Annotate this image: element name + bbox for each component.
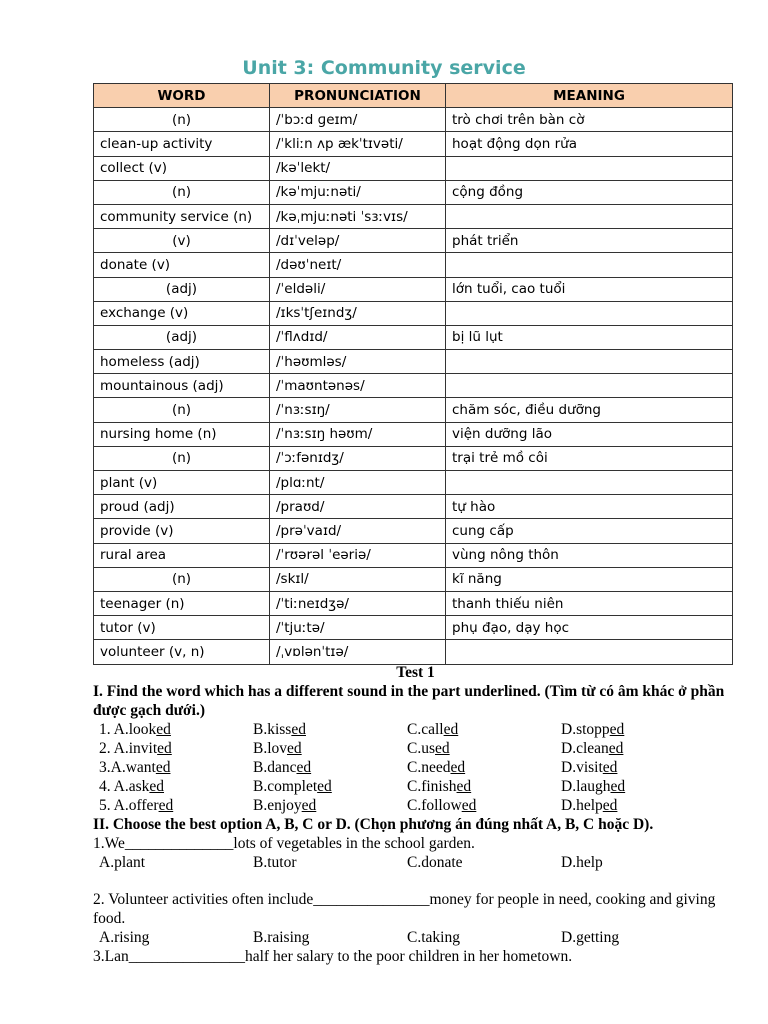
option [99, 720, 253, 739]
word-cell: community service (n) [94, 204, 270, 228]
option [561, 720, 721, 739]
section-2-instruction: II. Choose the best option A, B, C or D. (Chọn phương án đúng nhất A, B, C hoặc D). [93, 816, 654, 833]
underlined-part: ed [450, 759, 466, 776]
option-text: C.follow [407, 797, 462, 814]
table-row [94, 350, 733, 374]
option-text: B.complet [253, 778, 318, 795]
question-row [93, 739, 738, 758]
option [407, 739, 561, 758]
option [253, 720, 407, 739]
option-text: C.finish [407, 778, 457, 795]
word-cell: (n) [94, 567, 270, 591]
pronunciation-cell: /ɪksˈtʃeɪndʒ/ [270, 301, 446, 325]
option-text: 4. A.ask [99, 778, 150, 795]
table-row [94, 519, 733, 543]
meaning-cell: viện dưỡng lão [446, 422, 733, 446]
table-row [94, 471, 733, 495]
table-row [94, 253, 733, 277]
word-cell: teenager (n) [94, 591, 270, 615]
option [561, 739, 721, 758]
meaning-cell: hoạt động dọn rửa [446, 132, 733, 156]
option [253, 796, 407, 815]
section-1-instruction: I. Find the word which has a different sound in the part underlined. (Tìm từ có âm khác ở phần được gạch dưới.) [93, 683, 725, 719]
pronunciation-cell: /ˈmaʊntənəs/ [270, 374, 446, 398]
pronunciation-cell: /ˈtiːneɪdʒə/ [270, 591, 446, 615]
meaning-cell: cộng đồng [446, 180, 733, 204]
underlined-part: ed [149, 778, 165, 795]
option-text: D.clean [561, 740, 609, 757]
word-cell: (n) [94, 180, 270, 204]
table-header-row [94, 84, 733, 108]
question-row [93, 758, 738, 777]
pronunciation-cell: /ˈrʊərəl ˈeəriə/ [270, 543, 446, 567]
pronunciation-cell: /ˈkliːn ʌp ækˈtɪvəti/ [270, 132, 446, 156]
pronunciation-cell: /praʊd/ [270, 495, 446, 519]
word-cell: proud (adj) [94, 495, 270, 519]
option [407, 796, 561, 815]
meaning-cell: lớn tuổi, cao tuổi [446, 277, 733, 301]
pronunciation-cell: /ˌvɒlənˈtɪə/ [270, 640, 446, 664]
word-cell: clean-up activity [94, 132, 270, 156]
pronunciation-cell: /prəˈvaɪd/ [270, 519, 446, 543]
word-cell: provide (v) [94, 519, 270, 543]
table-row [94, 640, 733, 664]
word-cell: nursing home (n) [94, 422, 270, 446]
word-cell: volunteer (v, n) [94, 640, 270, 664]
option [407, 758, 561, 777]
option-text: B.kiss [253, 721, 292, 738]
table-row [94, 229, 733, 253]
word-cell: (n) [94, 398, 270, 422]
underlined-part: ed [317, 778, 332, 795]
meaning-cell: vùng nông thôn [446, 543, 733, 567]
underlined-part: ed [602, 797, 618, 814]
pronunciation-cell: /ˈhəʊmləs/ [270, 350, 446, 374]
underlined-part: ed [296, 759, 312, 776]
question-row [93, 720, 738, 739]
meaning-cell: phụ đạo, dạy học [446, 616, 733, 640]
pronunciation-cell: /kəˈlekt/ [270, 156, 446, 180]
option [253, 758, 407, 777]
underlined-part: ed [155, 759, 171, 776]
option: D.help [561, 854, 603, 871]
option [99, 777, 253, 796]
meaning-cell [446, 471, 733, 495]
option-text: B.danc [253, 759, 297, 776]
table-row [94, 591, 733, 615]
option [99, 758, 253, 777]
underlined-part: ed [301, 797, 317, 814]
meaning-cell: trại trẻ mồ côi [446, 446, 733, 470]
option-text: B.lov [253, 740, 288, 757]
option-text: C.us [407, 740, 435, 757]
underlined-part: ed [602, 759, 618, 776]
underlined-part: ed [456, 778, 472, 795]
pronunciation-cell: /ˈbɔːd ɡeɪm/ [270, 108, 446, 132]
underlined-part: ed [157, 740, 172, 757]
underlined-part: ed [291, 721, 306, 738]
option [99, 739, 253, 758]
option [407, 777, 561, 796]
meaning-cell: tự hào [446, 495, 733, 519]
option [561, 758, 721, 777]
option: A.plant [99, 854, 146, 871]
table-row [94, 398, 733, 422]
option: B.tutor [253, 854, 297, 871]
option [407, 720, 561, 739]
word-cell: tutor (v) [94, 616, 270, 640]
meaning-cell [446, 204, 733, 228]
option-text: B.enjoy [253, 797, 302, 814]
word-cell: (n) [94, 446, 270, 470]
table-row [94, 325, 733, 349]
vocabulary-table [93, 83, 733, 665]
question-1: 1.We______________lots of vegetables in the school garden. [93, 835, 475, 852]
option: B.raising [253, 929, 310, 946]
question-row [93, 777, 738, 796]
option [253, 739, 407, 758]
header-meaning: MEANING [446, 84, 733, 108]
option-text: D.help [561, 797, 603, 814]
option-text: D.visit [561, 759, 603, 776]
word-cell: collect (v) [94, 156, 270, 180]
header-pronunciation: PRONUNCIATION [270, 84, 446, 108]
underlined-part: ed [158, 797, 174, 814]
table-row [94, 495, 733, 519]
table-row [94, 132, 733, 156]
page-title: Unit 3: Community service [242, 57, 526, 79]
pronunciation-cell: /ˈtjuːtə/ [270, 616, 446, 640]
question-2: 2. Volunteer activities often include_______________money for people in need, cooking and giving food. [93, 891, 716, 927]
table-row [94, 446, 733, 470]
option-text: 1. A.look [99, 721, 157, 738]
word-cell: rural area [94, 543, 270, 567]
word-cell: plant (v) [94, 471, 270, 495]
option-text: 2. A.invit [99, 740, 158, 757]
test-title: Test 1 [396, 664, 435, 681]
option [561, 777, 721, 796]
pronunciation-cell: /dɪˈveləp/ [270, 229, 446, 253]
meaning-cell: chăm sóc, điều dưỡng [446, 398, 733, 422]
table-row [94, 301, 733, 325]
pronunciation-cell: /dəʊˈneɪt/ [270, 253, 446, 277]
underlined-part: ed [610, 778, 626, 795]
meaning-cell [446, 350, 733, 374]
question-row [93, 796, 738, 815]
pronunciation-cell: /plɑːnt/ [270, 471, 446, 495]
underlined-part: ed [287, 740, 302, 757]
table-row [94, 277, 733, 301]
header-word: WORD [94, 84, 270, 108]
underlined-part: ed [608, 740, 624, 757]
pronunciation-cell: /kəˌmjuːnəti ˈsɜːvɪs/ [270, 204, 446, 228]
table-row [94, 156, 733, 180]
option-text: 3.A.want [99, 759, 156, 776]
underlined-part: ed [443, 721, 459, 738]
table-row [94, 204, 733, 228]
table-row [94, 374, 733, 398]
pronunciation-cell: /ˈflʌdɪd/ [270, 325, 446, 349]
pronunciation-cell: /ˈnɜːsɪŋ/ [270, 398, 446, 422]
meaning-cell: trò chơi trên bàn cờ [446, 108, 733, 132]
option-text: C.need [407, 759, 451, 776]
underlined-part: ed [435, 740, 450, 757]
option: C.taking [407, 929, 460, 946]
word-cell: (v) [94, 229, 270, 253]
meaning-cell [446, 301, 733, 325]
underlined-part: ed [156, 721, 171, 738]
question-1-options [93, 853, 738, 872]
option-text: D.stopp [561, 721, 610, 738]
option [253, 777, 407, 796]
option-text: 5. A.offer [99, 797, 159, 814]
meaning-cell [446, 374, 733, 398]
meaning-cell [446, 640, 733, 664]
meaning-cell: phát triển [446, 229, 733, 253]
meaning-cell: kĩ năng [446, 567, 733, 591]
table-row [94, 180, 733, 204]
question-2-options [93, 928, 738, 947]
table-row [94, 422, 733, 446]
option: A.rising [99, 929, 150, 946]
meaning-cell [446, 253, 733, 277]
option [561, 796, 721, 815]
table-row [94, 108, 733, 132]
question-3: 3.Lan_______________half her salary to the poor children in her hometown. [93, 948, 573, 965]
word-cell: homeless (adj) [94, 350, 270, 374]
table-row [94, 616, 733, 640]
word-cell: mountainous (adj) [94, 374, 270, 398]
option-text: D.laugh [561, 778, 611, 795]
word-cell: (n) [94, 108, 270, 132]
meaning-cell: bị lũ lụt [446, 325, 733, 349]
section-1-questions [93, 720, 738, 815]
underlined-part: ed [461, 797, 477, 814]
table-row [94, 543, 733, 567]
word-cell: donate (v) [94, 253, 270, 277]
word-cell: exchange (v) [94, 301, 270, 325]
pronunciation-cell: /skɪl/ [270, 567, 446, 591]
pronunciation-cell: /ˈeldəli/ [270, 277, 446, 301]
meaning-cell [446, 156, 733, 180]
option: D.getting [561, 929, 620, 946]
test-section [93, 663, 738, 966]
table-row [94, 567, 733, 591]
option [99, 796, 253, 815]
underlined-part: ed [609, 721, 625, 738]
word-cell: (adj) [94, 277, 270, 301]
option: C.donate [407, 854, 463, 871]
option-text: C.call [407, 721, 444, 738]
word-cell: (adj) [94, 325, 270, 349]
meaning-cell: cung cấp [446, 519, 733, 543]
pronunciation-cell: /ˈɔːfənɪdʒ/ [270, 446, 446, 470]
pronunciation-cell: /kəˈmjuːnəti/ [270, 180, 446, 204]
meaning-cell: thanh thiếu niên [446, 591, 733, 615]
pronunciation-cell: /ˈnɜːsɪŋ həʊm/ [270, 422, 446, 446]
